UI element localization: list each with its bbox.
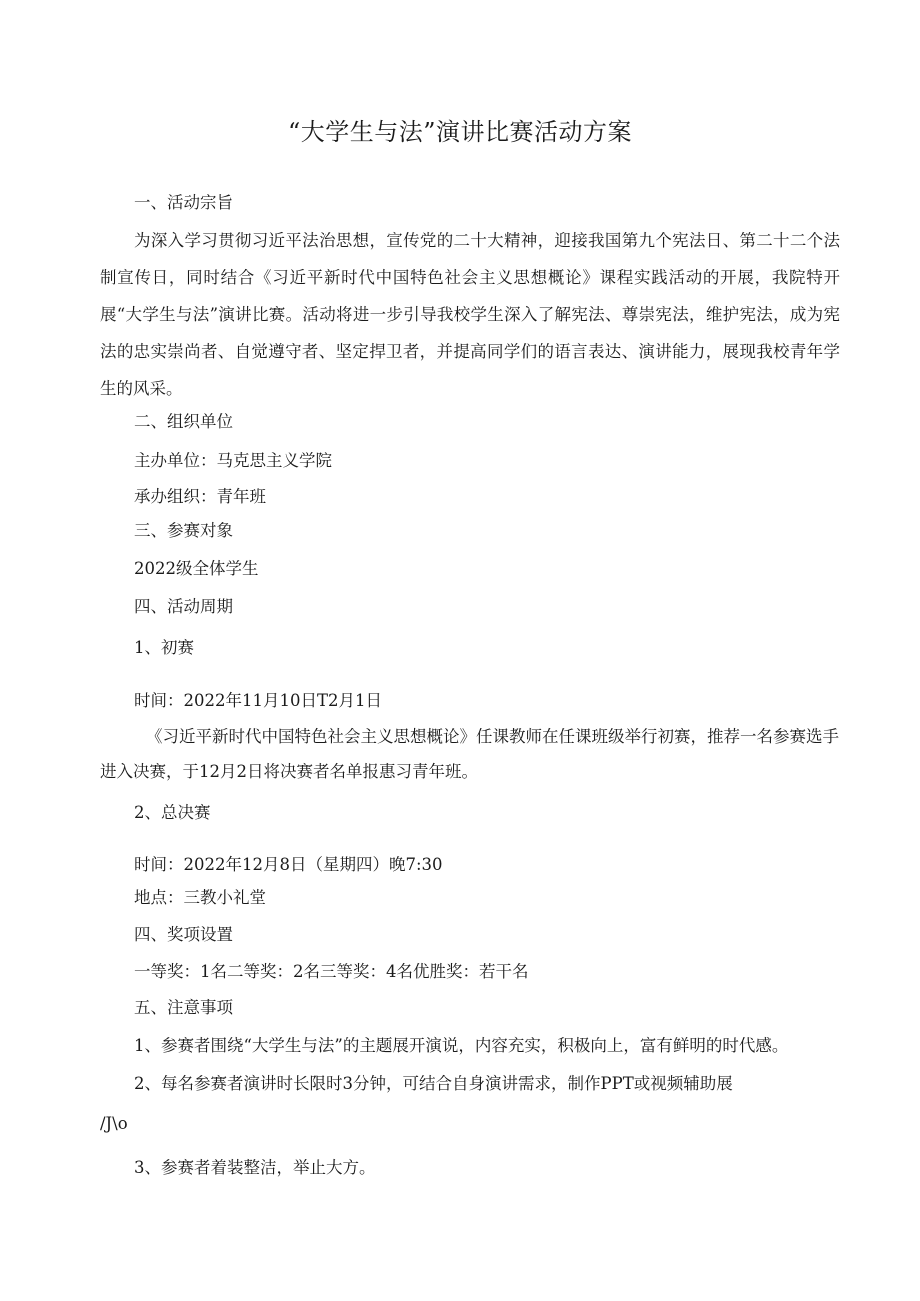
prelim-heading: 1、初赛: [134, 638, 194, 657]
final-place: 地点：三教小礼堂: [134, 888, 266, 907]
note-2: 2、每名参赛者演讲时长限时3分钟，可结合自身演讲需求，制作PPT或视频辅助展: [134, 1074, 733, 1093]
awards-line: 一等奖：1名二等奖：2名三等奖：4名优胜奖：若干名: [134, 962, 529, 981]
awards-heading: 四、奖项设置: [134, 925, 233, 944]
org-heading: 二、组织单位: [134, 412, 233, 431]
final-heading: 2、总决赛: [134, 803, 211, 822]
document-title: “大学生与法”演讲比赛活动方案: [287, 118, 633, 146]
participants-line: 2022级全体学生: [134, 559, 259, 578]
note-3: 3、参赛者着装整洁，举止大方。: [134, 1158, 376, 1177]
period-heading: 四、活动周期: [134, 597, 233, 616]
final-time: 时间：2022年12月8日（星期四）晚7:30: [134, 855, 443, 874]
organizer-line: 主办单位：马克思主义学院: [134, 451, 332, 470]
purpose-heading: 一、活动宗旨: [134, 193, 233, 212]
prelim-description: 《习近平新时代中国特色社会主义思想概论》任课教师在任课班级举行初赛，推荐一名参赛选手进入决赛，于12月2日将决赛者名单报惠习青年班。: [100, 727, 839, 781]
prelim-time: 时间：2022年11月10日T2月1日: [134, 691, 382, 710]
co-organizer-line: 承办组织：青年班: [134, 487, 266, 506]
notes-heading: 五、注意事项: [134, 998, 233, 1017]
participants-heading: 三、参赛对象: [134, 521, 233, 540]
note-1: 1、参赛者围绕“大学生与法”的主题展开演说，内容充实，积极向上，富有鲜明的时代感。: [134, 1036, 789, 1055]
purpose-paragraph: 为深入学习贯彻习近平法治思想，宣传党的二十大精神，迎接我国第九个宪法日、第二十二个法制宣传日，同时结合《习近平新时代中国特色社会主义思想概论》课程实践活动的开展，我院特开展“大学生与法”演讲比赛。活动将进一步引导我校学生深入了解宪法、尊崇宪法，维护宪法，成为宪法的忠实崇尚者、自觉遵守者、坚定捍卫者，并提高同学们的语言表达、演讲能力，展现我校青年学生的风采。: [100, 231, 840, 398]
note-2-continuation: /J\o: [100, 1114, 128, 1133]
